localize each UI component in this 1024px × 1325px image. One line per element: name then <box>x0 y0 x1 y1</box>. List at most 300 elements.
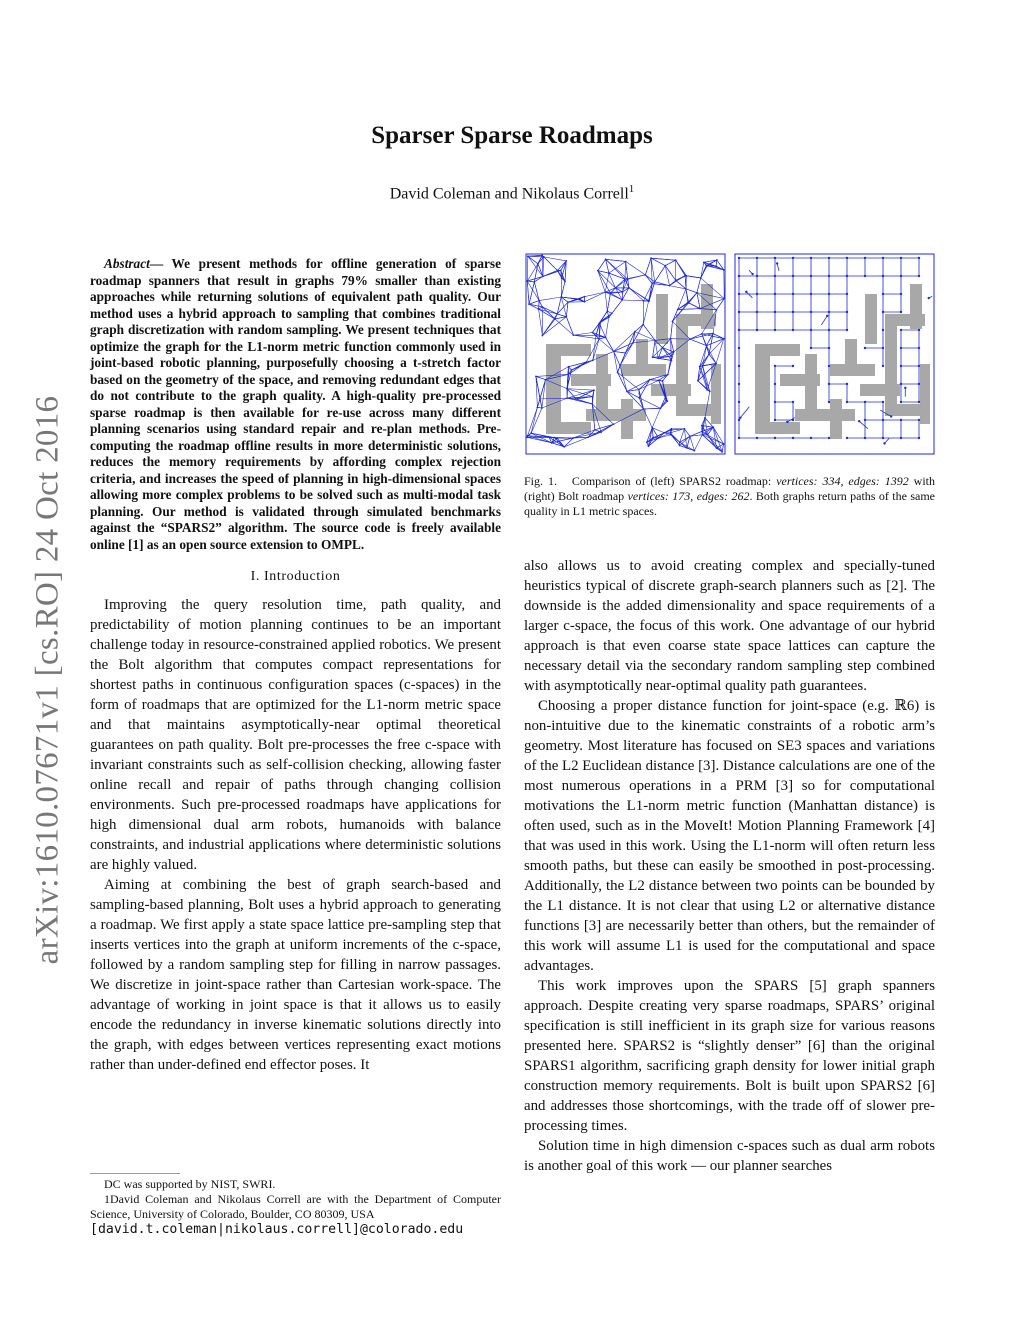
bolt-vertex <box>846 311 848 313</box>
spars2-vertex <box>652 437 654 439</box>
spars2-vertex <box>536 406 538 408</box>
caption-label: Fig. 1. <box>524 474 557 488</box>
bolt-vertex <box>828 383 830 385</box>
author-names: David Coleman and Nikolaus Correll <box>389 185 629 203</box>
spars2-vertex <box>573 334 575 336</box>
spars2-vertex <box>564 281 566 283</box>
bolt-vertex <box>882 257 884 259</box>
bolt-vertex <box>774 329 776 331</box>
bolt-vertex <box>900 383 902 385</box>
section-heading-introduction: I. Introduction <box>250 569 341 584</box>
spars2-vertex <box>708 353 710 355</box>
bolt-vertex <box>774 365 776 367</box>
spars2-vertex <box>650 257 652 259</box>
author-footnote-mark: 1 <box>628 183 635 195</box>
bolt-vertex <box>864 401 866 403</box>
spars2-vertex <box>723 443 725 445</box>
spars2-vertex <box>594 429 596 431</box>
bolt-vertex <box>792 275 794 277</box>
spars2-vertex <box>527 435 529 437</box>
obstacle-block <box>586 409 646 421</box>
bolt-vertex <box>738 329 740 331</box>
spars2-vertex <box>662 380 664 382</box>
right-paragraph-3: This work improves upon the SPARS [5] graph spanners approach. Despite creating very sparse roadmaps, SPARS’ original specification is still inefficient in its graph size for various reasons presented here. SPARS2 is “slightly denser” [6] than the original SPARS1 algorithm, sacrificing graph density for lower initial graph construction memory requirements. Bolt is built upon SPARS2 [6] and addresses those shortcomings, with the trade off of slower pre-processing times. <box>524 978 935 1134</box>
spars2-vertex <box>715 363 717 365</box>
bolt-vertex <box>846 437 848 439</box>
spars2-vertex <box>565 316 567 318</box>
spars2-vertex <box>585 361 587 363</box>
bolt-random-vertex <box>928 297 930 299</box>
spars2-vertex <box>565 260 567 262</box>
spars2-vertex <box>605 258 607 260</box>
spars2-vertex <box>664 265 666 267</box>
spars2-vertex <box>723 298 725 300</box>
obstacle-block <box>885 314 897 404</box>
bolt-vertex <box>882 401 884 403</box>
bolt-vertex <box>738 311 740 313</box>
spars2-vertex <box>703 261 705 263</box>
spars2-vertex <box>538 308 540 310</box>
bolt-vertex <box>774 257 776 259</box>
footnote-funding: DC was supported by NIST, SWRI. <box>104 1177 276 1191</box>
obstacle-block <box>656 294 668 344</box>
caption-spars-stats: vertices: 334, edges: 1392 <box>776 474 909 488</box>
spars2-vertex <box>671 360 673 362</box>
spars2-vertex <box>575 398 577 400</box>
spars2-vertex <box>619 365 621 367</box>
figure-roadmap-comparison <box>524 252 935 456</box>
spars2-vertex <box>662 347 664 349</box>
spars2-vertex <box>591 403 593 405</box>
spars2-vertex <box>685 275 687 277</box>
spars2-vertex <box>600 321 602 323</box>
bolt-vertex <box>900 401 902 403</box>
spars2-vertex <box>530 432 532 434</box>
spars2-vertex <box>672 320 674 322</box>
bolt-vertex <box>918 347 920 349</box>
spars2-vertex <box>543 256 545 258</box>
spars2-vertex <box>638 397 640 399</box>
bolt-vertex <box>882 365 884 367</box>
bolt-vertex <box>738 275 740 277</box>
obstacle-block <box>546 422 591 434</box>
bolt-vertex <box>738 365 740 367</box>
abstract-label: Abstract <box>104 256 150 271</box>
spars2-vertex <box>541 254 543 256</box>
obstacle-block <box>795 409 855 421</box>
spars2-vertex <box>595 335 597 337</box>
spars2-vertex <box>622 291 624 293</box>
spars2-vertex <box>716 447 718 449</box>
bolt-vertex <box>774 437 776 439</box>
bolt-vertex <box>918 437 920 439</box>
bolt-vertex <box>828 293 830 295</box>
spars2-vertex <box>561 277 563 279</box>
spars2-vertex <box>579 298 581 300</box>
spars2-vertex <box>701 434 703 436</box>
spars2-vertex <box>673 351 675 353</box>
spars2-vertex <box>709 390 711 392</box>
bolt-vertex <box>846 383 848 385</box>
bolt-vertex <box>900 293 902 295</box>
bolt-vertex <box>864 347 866 349</box>
bolt-vertex <box>810 329 812 331</box>
bolt-vertex <box>810 293 812 295</box>
obstacle-block <box>885 404 925 416</box>
spars2-vertex <box>541 407 543 409</box>
spars2-vertex <box>583 296 585 298</box>
bolt-vertex <box>792 437 794 439</box>
obstacle-block <box>920 364 930 424</box>
bolt-vertex <box>900 437 902 439</box>
bolt-vertex <box>882 437 884 439</box>
bolt-vertex <box>756 293 758 295</box>
spars2-vertex <box>702 365 704 367</box>
bolt-vertex <box>810 347 812 349</box>
bolt-vertex <box>774 275 776 277</box>
obstacle-block <box>865 294 877 344</box>
bolt-vertex <box>900 257 902 259</box>
spars2-vertex <box>716 259 718 261</box>
bolt-vertex <box>846 329 848 331</box>
spars2-vertex <box>592 359 594 361</box>
author-line <box>0 183 1024 203</box>
spars2-vertex <box>712 333 714 335</box>
spars2-vertex <box>542 276 544 278</box>
spars2-vertex <box>646 441 648 443</box>
spars2-vertex <box>689 338 691 340</box>
spars2-vertex <box>654 339 656 341</box>
bolt-vertex <box>918 383 920 385</box>
bolt-random-vertex <box>751 273 753 275</box>
spars2-vertex <box>628 287 630 289</box>
spars2-vertex <box>567 366 569 368</box>
spars2-vertex <box>723 338 725 340</box>
spars2-vertex <box>608 316 610 318</box>
spars2-vertex <box>613 351 615 353</box>
caption-mid: with (right) Bolt roadmap <box>524 474 936 503</box>
spars2-vertex <box>538 300 540 302</box>
spars2-vertex <box>560 270 562 272</box>
spars2-vertex <box>634 331 636 333</box>
bolt-vertex <box>828 437 830 439</box>
bolt-vertex <box>864 257 866 259</box>
spars2-vertex <box>675 279 677 281</box>
figure-caption <box>524 474 935 519</box>
obstacle-block <box>805 354 817 409</box>
bolt-vertex <box>756 437 758 439</box>
bolt-vertex <box>882 419 884 421</box>
bolt-vertex <box>828 311 830 313</box>
bolt-random-vertex <box>858 420 860 422</box>
spars2-vertex <box>563 446 565 448</box>
bolt-vertex <box>828 257 830 259</box>
spars2-roadmap-panel <box>526 254 725 454</box>
spars2-vertex <box>648 445 650 447</box>
bolt-vertex <box>792 311 794 313</box>
obstacle-block <box>845 339 857 369</box>
spars2-vertex <box>567 301 569 303</box>
spars2-vertex <box>535 376 537 378</box>
spars2-vertex <box>615 287 617 289</box>
bolt-vertex <box>918 419 920 421</box>
spars2-vertex <box>657 357 659 359</box>
bolt-vertex <box>792 293 794 295</box>
spars2-vertex <box>627 278 629 280</box>
spars2-vertex <box>707 434 709 436</box>
bolt-vertex <box>756 329 758 331</box>
bolt-vertex <box>918 257 920 259</box>
spars2-vertex <box>572 437 574 439</box>
spars2-vertex <box>679 445 681 447</box>
bolt-vertex <box>756 257 758 259</box>
spars2-vertex <box>670 434 672 436</box>
bolt-random-vertex <box>739 417 741 419</box>
bolt-vertex <box>882 293 884 295</box>
bolt-random-vertex <box>776 262 778 264</box>
spars2-vertex <box>643 408 645 410</box>
bolt-vertex <box>738 347 740 349</box>
spars2-vertex <box>598 338 600 340</box>
spars2-vertex <box>533 281 535 283</box>
spars2-vertex <box>644 274 646 276</box>
spars2-vertex <box>548 436 550 438</box>
bolt-vertex <box>756 275 758 277</box>
spars2-vertex <box>679 441 681 443</box>
spars2-vertex <box>539 398 541 400</box>
caption-pre: Comparison of (left) SPARS2 roadmap: <box>571 474 772 488</box>
bolt-random-vertex <box>883 442 885 444</box>
bolt-vertex <box>828 275 830 277</box>
spars2-vertex <box>675 259 677 261</box>
roadmap-figure-graphic <box>524 252 935 456</box>
bolt-random-vertex <box>745 291 747 293</box>
bolt-vertex <box>828 401 830 403</box>
bolt-random-vertex <box>786 421 788 423</box>
spars2-vertex <box>541 306 543 308</box>
bolt-vertex <box>918 401 920 403</box>
spars2-vertex <box>600 431 602 433</box>
spars2-vertex <box>553 437 555 439</box>
left-column <box>90 256 501 1075</box>
obstacle-block <box>676 314 688 404</box>
bolt-vertex <box>738 257 740 259</box>
spars2-vertex <box>704 417 706 419</box>
bolt-vertex <box>738 419 740 421</box>
spars2-vertex <box>584 301 586 303</box>
bolt-vertex <box>900 311 902 313</box>
bolt-vertex <box>774 311 776 313</box>
spars2-vertex <box>654 281 656 283</box>
bolt-vertex <box>774 401 776 403</box>
spars2-vertex <box>677 309 679 311</box>
bolt-vertex <box>738 293 740 295</box>
bolt-random-vertex <box>904 387 906 389</box>
spars2-vertex <box>526 436 528 438</box>
spars2-vertex <box>587 436 589 438</box>
bolt-vertex <box>810 257 812 259</box>
bolt-vertex <box>774 383 776 385</box>
obstacle-block <box>676 404 716 416</box>
spars2-vertex <box>669 285 671 287</box>
spars2-vertex <box>701 430 703 432</box>
bolt-vertex <box>882 347 884 349</box>
bolt-vertex <box>792 401 794 403</box>
spars2-vertex <box>693 450 695 452</box>
intro-paragraph-1: Improving the query resolution time, path quality, and predictability of motion planning continues to be an important challenge today in resource-constrained applied robotics. We present the Bolt algorithm that computes compact representations for shortest paths in continuous configuration spaces (c-spaces) in the form of roadmaps that are optimized for the L1-norm metric space and that maintains asymptotically-near optimal theoretical guarantees on path quality. Bolt pre-processes the free c-space with invariant constraints such as self-collision checking, allowing faster online recall and repair of paths through changing collision environments. Such pre-processed roadmaps have applications for high dimensional dual arm robots, humanoids with balance constraints, and industrial applications where deterministic solutions are highly valued. <box>90 597 501 873</box>
abstract-text: We present methods for offline generation of sparse roadmap spanners that result in graphs 79% smaller than existing approaches while returning solutions of equivalent path quality. Our method uses a hybrid approach to sampling that combines traditional graph discretization with random sampling. We present techniques that optimize the graph for the L1-norm metric function commonly used in joint-based robotic planning, purposefully choosing a t-stretch factor based on the geometry of the space, and removing redundant edges that do not contribute to the graph quality. A high-quality pre-processed sparse roadmap is then available for re-use across many different planning scenarios using standard repair and re-plan methods. Pre-computing the roadmap offline results in more deterministic solutions, reduces the memory requirements by affording complex rejection criteria, and increases the speed of planning in high-dimensional spaces allowing more complex problems to be solved such as multi-modal task planning. Our method is validated through simulated benchmarks against the “SPARS2” algorithm. The source code is freely available online [1] as an open source extension to OMPL. <box>90 256 501 552</box>
right-paragraph-4: Solution time in high dimension c-spaces such as dual arm robots is another goal of this work — our planner searches <box>524 1138 935 1174</box>
bolt-vertex <box>738 401 740 403</box>
spars2-vertex <box>556 313 558 315</box>
bolt-vertex <box>864 275 866 277</box>
spars2-vertex <box>665 399 667 401</box>
spars2-vertex <box>716 309 718 311</box>
obstacle-block <box>596 354 608 409</box>
bolt-vertex <box>774 419 776 421</box>
bolt-vertex <box>846 401 848 403</box>
bolt-vertex <box>900 419 902 421</box>
obstacle-block <box>636 339 648 369</box>
bolt-vertex <box>792 419 794 421</box>
footnotes <box>90 1173 501 1237</box>
bolt-vertex <box>828 347 830 349</box>
bolt-vertex <box>882 275 884 277</box>
bolt-vertex <box>846 293 848 295</box>
obstacle-block <box>755 344 800 356</box>
spars2-vertex <box>687 302 689 304</box>
spars2-vertex <box>660 407 662 409</box>
bolt-vertex <box>774 293 776 295</box>
bolt-vertex <box>792 365 794 367</box>
bolt-vertex <box>900 365 902 367</box>
spars2-vertex <box>537 263 539 265</box>
bolt-vertex <box>918 365 920 367</box>
spars2-vertex <box>576 298 578 300</box>
spars2-vertex <box>658 379 660 381</box>
spars2-vertex <box>592 396 594 398</box>
bolt-vertex <box>738 437 740 439</box>
bolt-random-vertex <box>890 415 892 417</box>
spars2-vertex <box>649 379 651 381</box>
spars2-vertex <box>670 338 672 340</box>
bolt-vertex <box>810 275 812 277</box>
caption-bolt-stats: vertices: 173, edges: 262 <box>627 489 750 503</box>
spars2-vertex <box>721 451 723 453</box>
spars2-vertex <box>566 397 568 399</box>
spars2-vertex <box>715 265 717 267</box>
spars2-vertex <box>527 255 529 257</box>
spars2-vertex <box>658 437 660 439</box>
obstacle-block <box>701 284 713 329</box>
bolt-random-vertex <box>826 315 828 317</box>
footnote-rule <box>90 1173 180 1174</box>
bolt-vertex <box>846 257 848 259</box>
spars2-vertex <box>593 389 595 391</box>
spars2-vertex <box>642 324 644 326</box>
spars2-vertex <box>651 427 653 429</box>
spars2-vertex <box>696 292 698 294</box>
arxiv-identifier-text: arXiv:1610.07671v1 [cs.RO] 24 Oct 2016 <box>29 395 66 965</box>
abstract: Abstract— We present methods for offline generation of sparse roadmap spanners that result in graphs 79% smaller than existing approaches while returning solutions of equivalent path quality. Our method uses a hybrid approach to sampling that combines traditional graph discretization with random sampling. We present techniques that optimize the graph for the L1-norm metric function commonly used in joint-based robotic planning, purposefully choosing a t-stretch factor based on the geometry of the space, and removing redundant edges that do not contribute to the graph quality. A high-quality pre-processed sparse roadmap is then available for re-use across many different planning scenarios using standard repair and re-plan methods. Pre-computing the roadmap offline results in more deterministic solutions, reduces the memory requirements by affording complex rejection criteria, and increases the speed of planning in high-dimensional spaces allowing more complex problems to be solved such as multi-modal task planning. Our method is validated through simulated benchmarks against the “SPARS2” algorithm. The source code is freely available online [1] as an open source extension to OMPL. <box>90 256 501 552</box>
spars2-vertex <box>705 265 707 267</box>
spars2-vertex <box>571 369 573 371</box>
intro-paragraph-2: Aiming at combining the best of graph search-based and sampling-based planning, Bolt uses a hybrid approach to generating a roadmap. We first apply a state space lattice pre-sampling step that inserts vertices into the graph at uniform increments of the c-space, followed by a random sampling step for filling in narrow passages. We discretize in joint-space rather than Cartesian work-space. The advantage of working in joint space is that it allows us to easily encode the redundancy in inverse kinematic solutions directly into the graph, with edges between vertices representing exact motions rather than under-defined end effector poses. It <box>90 877 501 1073</box>
spars2-vertex <box>611 312 613 314</box>
bolt-vertex <box>810 437 812 439</box>
bolt-roadmap-panel <box>735 254 934 454</box>
spars2-vertex <box>648 300 650 302</box>
spars2-vertex <box>605 337 607 339</box>
obstacle-block <box>546 344 561 429</box>
spars2-vertex <box>625 261 627 263</box>
obstacle-block <box>546 344 591 356</box>
spars2-vertex <box>592 332 594 334</box>
spars2-vertex <box>613 423 615 425</box>
spars2-vertex <box>560 296 562 298</box>
obstacle-block <box>711 364 721 424</box>
spars2-vertex <box>700 277 702 279</box>
bolt-vertex <box>918 329 920 331</box>
bolt-vertex <box>918 275 920 277</box>
paper-title: Sparser Sparse Roadmaps <box>371 122 653 149</box>
spars2-vertex <box>667 374 669 376</box>
spars2-vertex <box>566 388 568 390</box>
spars2-vertex <box>701 425 703 427</box>
spars2-vertex <box>685 288 687 290</box>
spars2-vertex <box>712 426 714 428</box>
bolt-vertex <box>756 311 758 313</box>
bolt-vertex <box>738 383 740 385</box>
obstacle-block <box>755 344 770 429</box>
spars2-vertex <box>608 272 610 274</box>
spars2-vertex <box>701 333 703 335</box>
obstacle-block <box>910 284 922 329</box>
spars2-vertex <box>610 292 612 294</box>
bolt-vertex <box>882 329 884 331</box>
spars2-vertex <box>541 335 543 337</box>
bolt-vertex <box>828 365 830 367</box>
spars2-vertex <box>699 366 701 368</box>
spars2-vertex <box>568 373 570 375</box>
spars2-vertex <box>617 371 619 373</box>
bolt-vertex <box>900 329 902 331</box>
spars2-vertex <box>606 310 608 312</box>
spars2-vertex <box>597 270 599 272</box>
spars2-vertex <box>604 291 606 293</box>
bolt-vertex <box>882 311 884 313</box>
spars2-vertex <box>632 342 634 344</box>
footnote-affiliation: 1David Coleman and Nikolaus Correll are with the Department of Computer Science, University of Colorado, Boulder, CO 80309, USA <box>90 1192 501 1221</box>
spars2-vertex <box>526 280 528 282</box>
bolt-vertex <box>828 329 830 331</box>
spars2-vertex <box>663 432 665 434</box>
caption-post: . Both graphs return paths of the same quality in L1 metric spaces. <box>524 489 936 518</box>
spars2-vertex <box>624 278 626 280</box>
spars2-vertex <box>697 380 699 382</box>
spars2-vertex <box>686 447 688 449</box>
spars2-vertex <box>638 389 640 391</box>
spars2-vertex <box>665 395 667 397</box>
spars2-vertex <box>551 442 553 444</box>
spars2-vertex <box>689 435 691 437</box>
spars2-vertex <box>699 308 701 310</box>
spars2-vertex <box>556 437 558 439</box>
footnote-emails: [david.t.coleman|nikolaus.correll]@colorado.edu <box>90 1222 464 1237</box>
right-paragraph-2: Choosing a proper distance function for joint-space (e.g. ℝ6) is non-intuitive due to the kinematic constraints of a robotic arm’s geometry. Most literature has focused on SE3 spaces and variations of the L2 Euclidean distance [3]. Distance calculations are one of the most numerous operations in a PRM [3] so for computational motivations the L1-norm metric function (Manhattan distance) is often used, such as in the MoveIt! Motion Planning Framework [4] that was used in this work. Using the L1-norm will often return less smooth paths, but these can easily be smoothed in post-processing. Additionally, the L2 distance between two points can be bounded by the L1 distance. It is not clear that using L2 or alternative distance functions [3] are necessarily better than others, but the remainder of this work will assume L1 is used for the computational and space advantages. <box>524 698 935 974</box>
spars2-vertex <box>706 389 708 391</box>
bolt-vertex <box>864 437 866 439</box>
